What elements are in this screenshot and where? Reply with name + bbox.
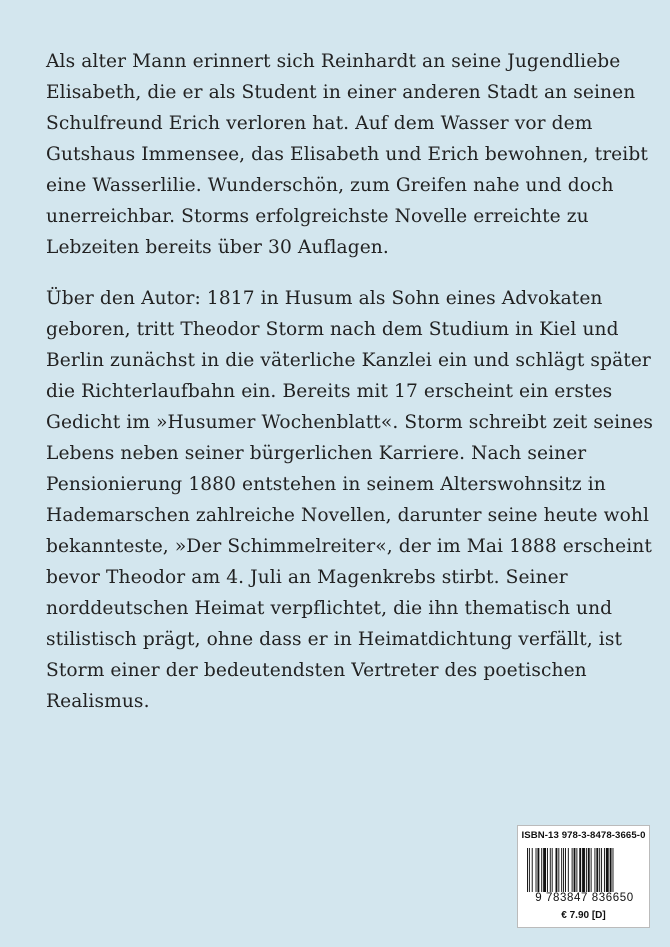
author-bio-paragraph <box>46 283 654 717</box>
barcode-icon <box>527 848 643 892</box>
blurb-line: Elisabeth, die er als Student in einer anderen Stadt an seinen <box>46 82 636 103</box>
bio-line: bevor Theodor am 4. Juli an Magenkrebs stirbt. Seiner <box>46 567 568 588</box>
bio-line: Über den Autor: 1817 in Husum als Sohn eines Advokaten <box>46 288 603 309</box>
isbn-number: ISBN-13 978-3-8478-3665-0 <box>521 830 646 841</box>
blurb-paragraph <box>46 46 646 263</box>
barcode-digits: 9 783847 836650 <box>535 892 634 904</box>
bio-line: bekannteste, »Der Schimmelreiter«, der im Mai 1888 erscheint <box>46 536 652 557</box>
blurb-text <box>46 46 646 263</box>
bio-line: Lebens neben seiner bürgerlichen Karriere. Nach seiner <box>46 443 587 464</box>
bio-line: geboren, tritt Theodor Storm nach dem Studium in Kiel und <box>46 319 619 340</box>
blurb-line: Schulfreund Erich verloren hat. Auf dem Wasser vor dem <box>46 113 593 134</box>
blurb-line: Als alter Mann erinnert sich Reinhardt an seine Jugendliebe <box>46 51 621 72</box>
bio-line: Berlin zunächst in die väterliche Kanzlei ein und schlägt später <box>46 350 651 371</box>
bio-line: norddeutschen Heimat verpflichtet, die ihn thematisch und <box>46 598 613 619</box>
bio-line: Gedicht im »Husumer Wochenblatt«. Storm schreibt zeit seines <box>46 412 654 433</box>
blurb-line: Gutshaus Immensee, das Elisabeth und Erich bewohnen, treibt <box>46 144 648 165</box>
bio-line: Realismus. <box>46 691 150 712</box>
bio-line: Pensionierung 1880 entstehen in seinem Alterswohnsitz in <box>46 474 606 495</box>
blurb-line: Lebzeiten bereits über 30 Auflagen. <box>46 237 389 258</box>
bio-line: Hademarschen zahlreiche Novellen, darunter seine heute wohl <box>46 505 649 526</box>
blurb-line: unerreichbar. Storms erfolgreichste Novelle erreichte zu <box>46 206 589 227</box>
bio-line: Storm einer der bedeutendsten Vertreter des poetischen <box>46 660 587 681</box>
blurb-line: eine Wasserlilie. Wunderschön, zum Greifen nahe und doch <box>46 175 614 196</box>
bio-line: stilistisch prägt, ohne dass er in Heimatdichtung verfällt, ist <box>46 629 623 650</box>
isbn-barcode-box <box>517 825 650 928</box>
author-bio-text <box>46 283 654 717</box>
bio-line: die Richterlaufbahn ein. Bereits mit 17 erscheint ein erstes <box>46 381 613 402</box>
price-label: € 7.90 [D] <box>561 910 606 921</box>
